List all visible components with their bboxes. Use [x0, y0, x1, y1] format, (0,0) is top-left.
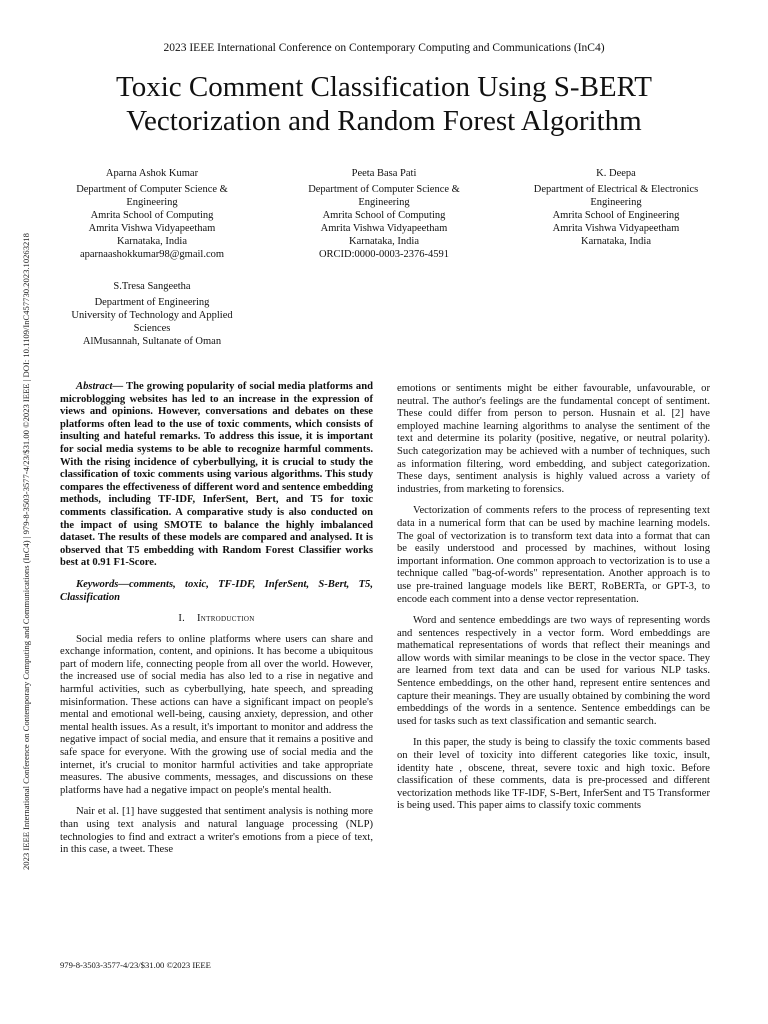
body-paragraph: Social media refers to online platforms where users can share and exchange information, content, and opinions. It has become a ubiquitous part of modern life, connecting people from all over the world. However, the increased use of social media has also led to a rise in negative and harmful activities, such as cyberbullying, hate speech, and spreading misinformation. These actions can have a significant impact on people's mental and emotional well-being, causing anxiety, depression, and other mental health issues. As a result, it's important to monitor and address the negative impact of social media, and ensure that it remains a positive and safe space for everyone. With the growing use of social media and the internet, it's crucial to monitor harmful activities and take appropriate measures. The abusive comments, messages, and discussions on these platforms have had a negative impact on people's mental health.: [60, 633, 373, 796]
author-name: S.Tresa Sangeetha: [113, 281, 191, 292]
author-affiliation-line: Amrita Vishwa Vidyapeetham: [552, 223, 680, 234]
section-heading: [60, 613, 373, 626]
body-paragraph: emotions or sentiments might be either favourable, unfavourable, or neutral. The author's feelings are the fundamental concept of sentiment. These could differ from person to person. Husnain et al. [2] have employed machine learning algorithms to analyse the sentiment of the text and determine its polarity (positive, negative, or neutral polarity). Such categorization may be achieved with a number of techniques, such as information filtering, word embedding, and subject categorization. These days, sentiment analysis is highly valued across a variety of industries, from marketing to forensics.: [397, 383, 710, 495]
author-name: K. Deepa: [596, 168, 636, 179]
author-block-2: [284, 167, 484, 261]
paper-title: Toxic Comment Classification Using S-BERT Vectorization and Random Forest Algorithm: [116, 71, 652, 137]
body-paragraph: Vectorization of comments refers to the process of representing text data in a numerical form that can be used by machine learning models. The goal of vectorization is to transform text data into a format that can be easily understood and processed by machines, without losing important information. One common approach to vectorization is to use a technique called "bag-of-words" representation. Another approach is to use pre-trained language models like BERT, RoBERTa, or GPT-3, to encode each comment into a dense vector representation.: [397, 505, 710, 605]
conference-header: 2023 IEEE International Conference on Contemporary Computing and Communications (InC4): [163, 42, 605, 54]
abstract-text: The growing popularity of social media platforms and microblogging websites has led to an increase in the expression of views and opinions. However, conversations and debates on these platforms often lead to the use of toxic comments, which consists of insulting and hateful remarks. To address this issue, it is important for social media systems to be able to recognize harmful comments. With the rising incidence of cyberbullying, it is crucial to study the classification of toxic comments using various algorithms. This study compares the effectiveness of different word and sentence embedding methods, including TF-IDF, InferSent, Bert, and T5 for toxic comments classification. A comparative study is also conducted on the impact of using SMOTE to balance the highly imbalanced dataset. The results of these models are compared and analysed. It is observed that T5 embedding with Random Forest Classifier works best at 0.91 F1-Score.: [60, 381, 373, 569]
author-affiliation-line: Engineering: [126, 197, 178, 208]
author-affiliation-line: Department of Engineering: [94, 297, 210, 308]
abstract: [60, 381, 373, 570]
author-affiliation-line: Amrita School of Computing: [90, 210, 214, 221]
author-affiliation-line: AlMusannah, Sultanate of Oman: [82, 336, 222, 347]
author-affiliation-line: Amrita Vishwa Vidyapeetham: [88, 223, 216, 234]
right-column: [397, 383, 710, 822]
author-affiliation-line: Engineering: [358, 197, 410, 208]
author-block-1: [52, 167, 252, 261]
footer-copyright: 979-8-3503-3577-4/23/$31.00 ©2023 IEEE: [60, 960, 211, 970]
author-name: Aparna Ashok Kumar: [105, 168, 199, 179]
author-affiliation-line: Karnataka, India: [117, 236, 187, 247]
author-affiliation-line: Department of Computer Science &: [76, 184, 228, 195]
keywords-label: Keywords—: [76, 578, 129, 590]
author-name: Peeta Basa Pati: [351, 168, 417, 179]
abstract-label: Abstract: [76, 381, 113, 392]
author-affiliation-line: Department of Computer Science &: [308, 184, 460, 195]
keywords: [60, 579, 373, 604]
author-affiliation-line: Amrita School of Engineering: [552, 210, 680, 221]
body-paragraph: Word and sentence embeddings are two ways of representing words and sentences respectively in a vector form. Word embeddings are mathematical representations of words that reflect their meanings and allow words with similar meanings to be close in the vector space. They are learned from text data and can be used for various NLP tasks. Sentence embeddings, on the other hand, represent entire sentences and capture their meanings. They are usually obtained by combining the word embeddings of the words in a sentence. Sentence embeddings can be used for tasks such as text classification and semantic search.: [397, 615, 710, 727]
author-email[interactable]: aparnaashokkumar98@gmail.com: [79, 249, 225, 260]
body-paragraph: In this paper, the study is being to classify the toxic comments based on their level of toxicity into different categories like toxic, insult, identity hate , obscene, threat, severe toxic and high toxic. Before classification of these comments, data is pre-processed and different vectorization methods like TF-IDF, S-Bert, InferSent and T5 Transformer is being used. This paper aims to classify toxic comments: [397, 737, 710, 812]
author-block-3: [516, 167, 716, 248]
author-block-4: [52, 280, 252, 348]
author-affiliation-line: Sciences: [133, 323, 171, 334]
author-affiliation-line: Karnataka, India: [581, 236, 651, 247]
author-affiliation-line: Engineering: [590, 197, 642, 208]
keywords-text: comments, toxic, TF-IDF, InferSent, S-Bert, T5, Classification: [60, 578, 373, 603]
author-affiliation-line: Department of Electrical & Electronics: [533, 184, 699, 195]
author-affiliation-line: Amrita School of Computing: [322, 210, 446, 221]
author-affiliation-line: University of Technology and Applied: [71, 310, 233, 321]
side-doi-strip: 2023 IEEE International Conference on Contemporary Computing and Communications (InC4) | 979-8-3503-3577-4/23/$31.00 ©2023 IEEE | DOI: 10.1109/InC457730.2023.10263218: [21, 233, 31, 870]
body-paragraph: Nair et al. [1] have suggested that sentiment analysis is nothing more than using text analysis and natural language processing (NLP) technologies to find and extract a writer's emotions from a piece of text, in this case, a tweet. These: [60, 806, 373, 856]
author-orcid: ORCID:0000-0003-2376-4591: [318, 249, 450, 260]
section-title: Introduction: [196, 613, 255, 625]
left-column: [60, 381, 373, 866]
author-affiliation-line: Amrita Vishwa Vidyapeetham: [320, 223, 448, 234]
author-affiliation-line: Karnataka, India: [349, 236, 419, 247]
section-number: I.: [178, 613, 186, 625]
abstract-dash: —: [112, 381, 127, 392]
